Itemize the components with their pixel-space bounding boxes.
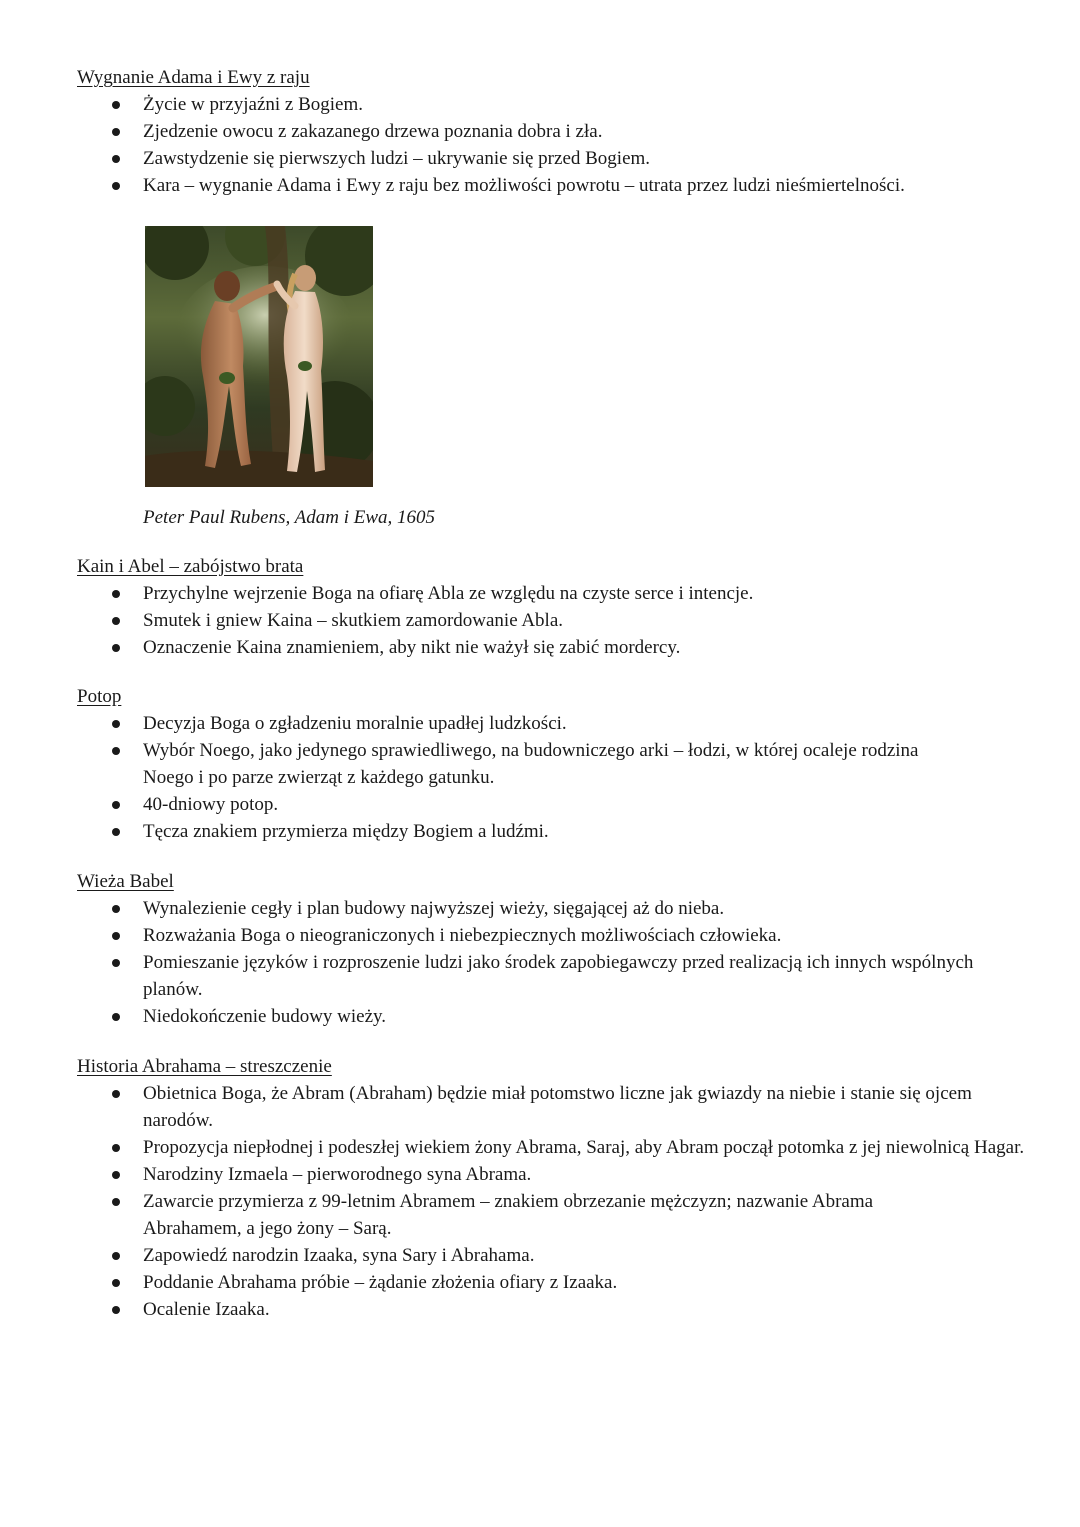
section-abraham [77, 1053, 1037, 1323]
bullet-list [77, 1080, 1037, 1323]
list-item [77, 1003, 1037, 1030]
list-item [77, 710, 1037, 737]
list-item [77, 172, 1037, 199]
bullet-icon [112, 101, 120, 109]
list-item-text: Poddanie Abrahama próbie – żądanie złożenia ofiary z Izaaka. [143, 1272, 618, 1293]
list-item [77, 922, 1037, 949]
bullet-list [77, 895, 1037, 1030]
list-item-text: Niedokończenie budowy wieży. [143, 1006, 387, 1027]
list-item [77, 1080, 1037, 1134]
list-item [77, 607, 1037, 634]
list-item-text: Zawstydzenie się pierwszych ludzi – ukrywanie się przed Bogiem. [143, 148, 651, 169]
list-item-text: Zjedzenie owocu z zakazanego drzewa poznania dobra i zła. [143, 121, 603, 142]
list-item [77, 634, 1037, 661]
list-item [77, 580, 1037, 607]
list-item-text: Oznaczenie Kaina znamieniem, aby nikt nie ważył się zabić mordercy. [143, 637, 681, 658]
bullet-list [77, 710, 1037, 845]
list-item [77, 737, 1037, 791]
list-item [77, 895, 1037, 922]
painting-caption: Peter Paul Rubens, Adam i Ewa, 1605 [143, 507, 436, 528]
list-item-text: Zapowiedź narodzin Izaaka, syna Sary i Abrahama. [143, 1245, 535, 1266]
section-heading: Kain i Abel – zabójstwo brata [77, 556, 304, 577]
list-item-text: Wybór Noego, jako jedynego sprawiedliwego, na budowniczego arki – łodzi, w której ocaleje rodzina Noego i po parze zwierząt z każdego gatunku. [143, 740, 919, 788]
list-item-text: Narodziny Izmaela – pierworodnego syna Abrama. [143, 1164, 532, 1185]
bullet-icon [112, 932, 120, 940]
painting-image [145, 226, 373, 487]
list-item-text: Przychylne wejrzenie Boga na ofiarę Abla ze względu na czyste serce i intencje. [143, 583, 754, 604]
list-item-text: Pomieszanie języków i rozproszenie ludzi jako środek zapobiegawczy przed realizacją ich innych wspólnych planów. [143, 952, 974, 1000]
list-item-text: Smutek i gniew Kaina – skutkiem zamordowanie Abla. [143, 610, 564, 631]
section-heading: Wygnanie Adama i Ewy z raju [77, 67, 310, 88]
list-item [77, 818, 1037, 845]
list-item-text: Kara – wygnanie Adama i Ewy z raju bez możliwości powrotu – utrata przez ludzi nieśmiertelności. [143, 175, 905, 196]
bullet-icon [112, 644, 120, 652]
bullet-icon [112, 747, 120, 755]
list-item-text: Życie w przyjaźni z Bogiem. [143, 94, 364, 115]
list-item [77, 145, 1037, 172]
bullet-icon [112, 617, 120, 625]
bullet-list [77, 580, 1037, 661]
bullet-icon [112, 1306, 120, 1314]
bullet-icon [112, 155, 120, 163]
section-kain-abel [77, 553, 1037, 661]
bullet-icon [112, 1198, 120, 1206]
bullet-icon [112, 1252, 120, 1260]
section-heading: Wieża Babel [77, 871, 174, 892]
list-item-text: Zawarcie przymierza z 99-letnim Abramem – znakiem obrzezanie mężczyzn; nazwanie Abrama Abrahamem, a jego żony – Sarą. [143, 1191, 874, 1239]
bullet-icon [112, 182, 120, 190]
bullet-icon [112, 590, 120, 598]
list-item-text: Ocalenie Izaaka. [143, 1299, 270, 1320]
section-wieza-babel [77, 868, 1037, 1030]
bullet-icon [112, 959, 120, 967]
bullet-icon [112, 801, 120, 809]
section-potop [77, 683, 1037, 845]
bullet-icon [112, 905, 120, 913]
section-adam-ewa [77, 64, 1037, 199]
list-item [77, 1134, 1037, 1161]
bullet-icon [112, 1279, 120, 1287]
list-item-text: Obietnica Boga, że Abram (Abraham) będzie miał potomstwo liczne jak gwiazdy na niebie i stanie się ojcem narodów. [143, 1083, 972, 1131]
list-item [77, 1161, 1037, 1188]
bullet-list [77, 91, 1037, 199]
list-item [77, 791, 1037, 818]
list-item [77, 118, 1037, 145]
list-item-text: Rozważania Boga o nieograniczonych i niebezpiecznych możliwościach człowieka. [143, 925, 782, 946]
bullet-icon [112, 1144, 120, 1152]
list-item [77, 1296, 1037, 1323]
list-item [77, 1242, 1037, 1269]
list-item-text: Propozycja niepłodnej i podeszłej wiekiem żony Abrama, Saraj, aby Abram począł potomka z jej niewolnicą Hagar. [143, 1137, 1025, 1158]
section-heading: Potop [77, 686, 122, 707]
section-heading: Historia Abrahama – streszczenie [77, 1056, 332, 1077]
list-item-text: Decyzja Boga o zgładzeniu moralnie upadłej ludzkości. [143, 713, 567, 734]
bullet-icon [112, 1013, 120, 1021]
list-item [77, 1188, 1037, 1242]
list-item [77, 1269, 1037, 1296]
bullet-icon [112, 128, 120, 136]
list-item [77, 949, 1037, 1003]
list-item-text: Wynalezienie cegły i plan budowy najwyższej wieży, sięgającej aż do nieba. [143, 898, 725, 919]
bullet-icon [112, 828, 120, 836]
bullet-icon [112, 720, 120, 728]
bullet-icon [112, 1090, 120, 1098]
list-item-text: 40-dniowy potop. [143, 794, 279, 815]
list-item-text: Tęcza znakiem przymierza między Bogiem a ludźmi. [143, 821, 549, 842]
bullet-icon [112, 1171, 120, 1179]
list-item [77, 91, 1037, 118]
